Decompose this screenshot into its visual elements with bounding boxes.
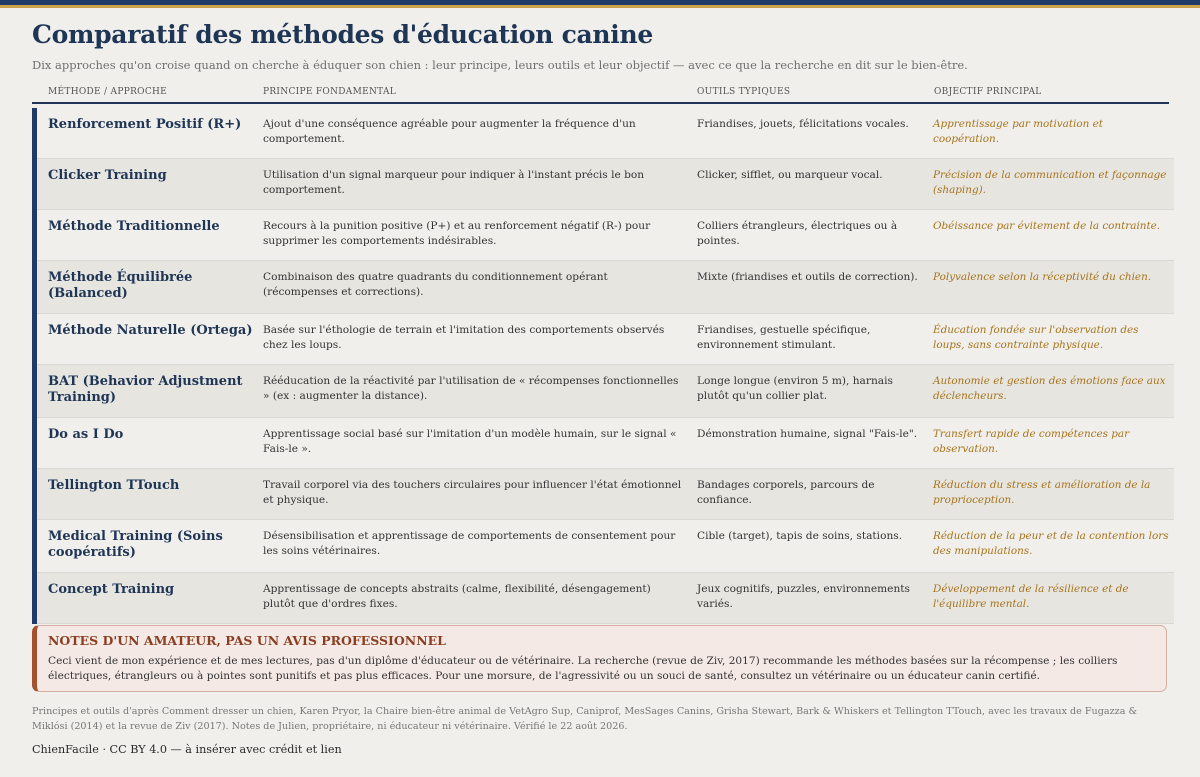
table-row (37, 314, 1174, 365)
table-row (37, 469, 1174, 520)
row-objectif: Réduction du stress et amélioration de la proprioception. (933, 479, 1151, 506)
table-header (32, 84, 1169, 104)
table-row (37, 159, 1174, 210)
row-method: Méthode Équilibrée (Balanced) (48, 270, 193, 301)
table-row (37, 573, 1174, 624)
row-principe: Combinaison des quatre quadrants du conditionnement opérant (récompenses et corrections). (263, 271, 608, 298)
table-row (37, 418, 1174, 469)
top-accent-stripe (0, 5, 1200, 8)
table-body (32, 108, 1174, 624)
page-title: Comparatif des méthodes d'éducation canine (32, 20, 653, 49)
row-method: Do as I Do (48, 427, 124, 442)
header-method: MÉTHODE / APPROCHE (48, 87, 168, 97)
row-outils: Friandises, gestuelle spécifique, environnement stimulant. (697, 324, 871, 351)
header-principe: PRINCIPE FONDAMENTAL (263, 87, 397, 97)
row-objectif: Transfert rapide de compétences par observation. (933, 428, 1130, 455)
row-principe: Ajout d'une conséquence agréable pour augmenter la fréquence d'un comportement. (263, 118, 636, 145)
row-principe: Rééducation de la réactivité par l'utilisation de « récompenses fonctionnelles » (ex : augmenter la distance). (263, 375, 679, 402)
row-outils: Friandises, jouets, félicitations vocales. (697, 118, 909, 130)
row-principe: Basée sur l'éthologie de terrain et l'imitation des comportements observés chez les loups. (263, 324, 665, 351)
row-method: Medical Training (Soins coopératifs) (48, 529, 223, 560)
row-outils: Bandages corporels, parcours de confiance. (697, 479, 875, 506)
row-method: Concept Training (48, 582, 175, 597)
row-objectif: Réduction de la peur et de la contention lors des manipulations. (933, 530, 1169, 557)
row-principe: Travail corporel via des touchers circulaires pour influencer l'état émotionnel et physique. (263, 479, 682, 506)
table-row (37, 365, 1174, 418)
table-row (37, 520, 1174, 573)
row-outils: Jeux cognitifs, puzzles, environnements variés. (697, 583, 910, 610)
header-outils: OUTILS TYPIQUES (697, 87, 791, 97)
row-objectif: Éducation fondée sur l'observation des loups, sans contrainte physique. (933, 324, 1139, 351)
sources-footnote: Principes et outils d'après Comment dresser un chien, Karen Pryor, la Chaire bien-être animal de VetAgro Sup, Caniprof, MesSages Canins, Grisha Stewart, Bark & Whiskers et Tellington TTouch, avec les travaux de Fugazza & Miklósi (2014) et la revue de Ziv (2017). Notes de Julien, propriétaire, ni éducateur ni vétérinaire. Vérifié le 22 août 2026. (32, 706, 1138, 732)
row-principe: Désensibilisation et apprentissage de comportements de consentement pour les soins vétérinaires. (263, 530, 676, 557)
row-outils: Clicker, sifflet, ou marqueur vocal. (697, 169, 883, 181)
row-method: Clicker Training (48, 168, 167, 183)
row-objectif: Précision de la communication et façonnage (shaping). (933, 169, 1167, 196)
row-outils: Démonstration humaine, signal "Fais-le". (697, 428, 918, 440)
row-principe: Apprentissage social basé sur l'imitation d'un modèle humain, sur le signal « Fais-le ». (263, 428, 677, 455)
notes-title: NOTES D'UN AMATEUR, PAS UN AVIS PROFESSIONNEL (48, 633, 446, 648)
row-outils: Mixte (friandises et outils de correction). (697, 271, 918, 283)
page-subtitle: Dix approches qu'on croise quand on cherche à éduquer son chien : leur principe, leurs outils et leur objectif — avec ce que la recherche en dit sur le bien-être. (32, 58, 968, 72)
row-method: Renforcement Positif (R+) (48, 117, 242, 132)
row-objectif: Obéissance par évitement de la contrainte. (933, 220, 1161, 232)
row-principe: Utilisation d'un signal marqueur pour indiquer à l'instant précis le bon comportement. (263, 169, 645, 196)
row-method: Méthode Naturelle (Ortega) (48, 323, 253, 338)
amateur-notes-callout (32, 625, 1167, 692)
row-method: BAT (Behavior Adjustment Training) (48, 374, 243, 405)
table-row (37, 108, 1174, 159)
row-method: Tellington TTouch (48, 478, 180, 493)
row-outils: Colliers étrangleurs, électriques ou à pointes. (697, 220, 898, 247)
row-principe: Recours à la punition positive (P+) et au renforcement négatif (R-) pour supprimer les comportements indésirables. (263, 220, 651, 247)
row-objectif: Autonomie et gestion des émotions face aux déclencheurs. (933, 375, 1166, 402)
row-objectif: Développement de la résilience et de l'équilibre mental. (933, 583, 1129, 610)
table-row (37, 261, 1174, 314)
notes-body: Ceci vient de mon expérience et de mes lectures, pas d'un diplôme d'éducateur ou de vétérinaire. La recherche (revue de Ziv, 2017) recommande les méthodes basées sur la récompense ; les colliers électriques, étrangleurs ou à pointes sont punitifs et pas plus efficaces. Pour une morsure, de l'agressivité ou un souci de santé, consultez un vétérinaire ou un éducateur canin certifié. (48, 655, 1118, 682)
row-principe: Apprentissage de concepts abstraits (calme, flexibilité, désengagement) plutôt que d'ordres fixes. (263, 583, 651, 610)
row-outils: Cible (target), tapis de soins, stations. (697, 530, 903, 542)
credit-line: ChienFacile · CC BY 4.0 — à insérer avec crédit et lien (32, 743, 342, 756)
row-outils: Longe longue (environ 5 m), harnais plutôt qu'un collier plat. (697, 375, 893, 402)
header-objectif: OBJECTIF PRINCIPAL (934, 87, 1042, 97)
row-objectif: Polyvalence selon la réceptivité du chien. (933, 271, 1152, 283)
row-objectif: Apprentissage par motivation et coopération. (933, 118, 1103, 145)
table-row (37, 210, 1174, 261)
row-method: Méthode Traditionnelle (48, 219, 220, 234)
